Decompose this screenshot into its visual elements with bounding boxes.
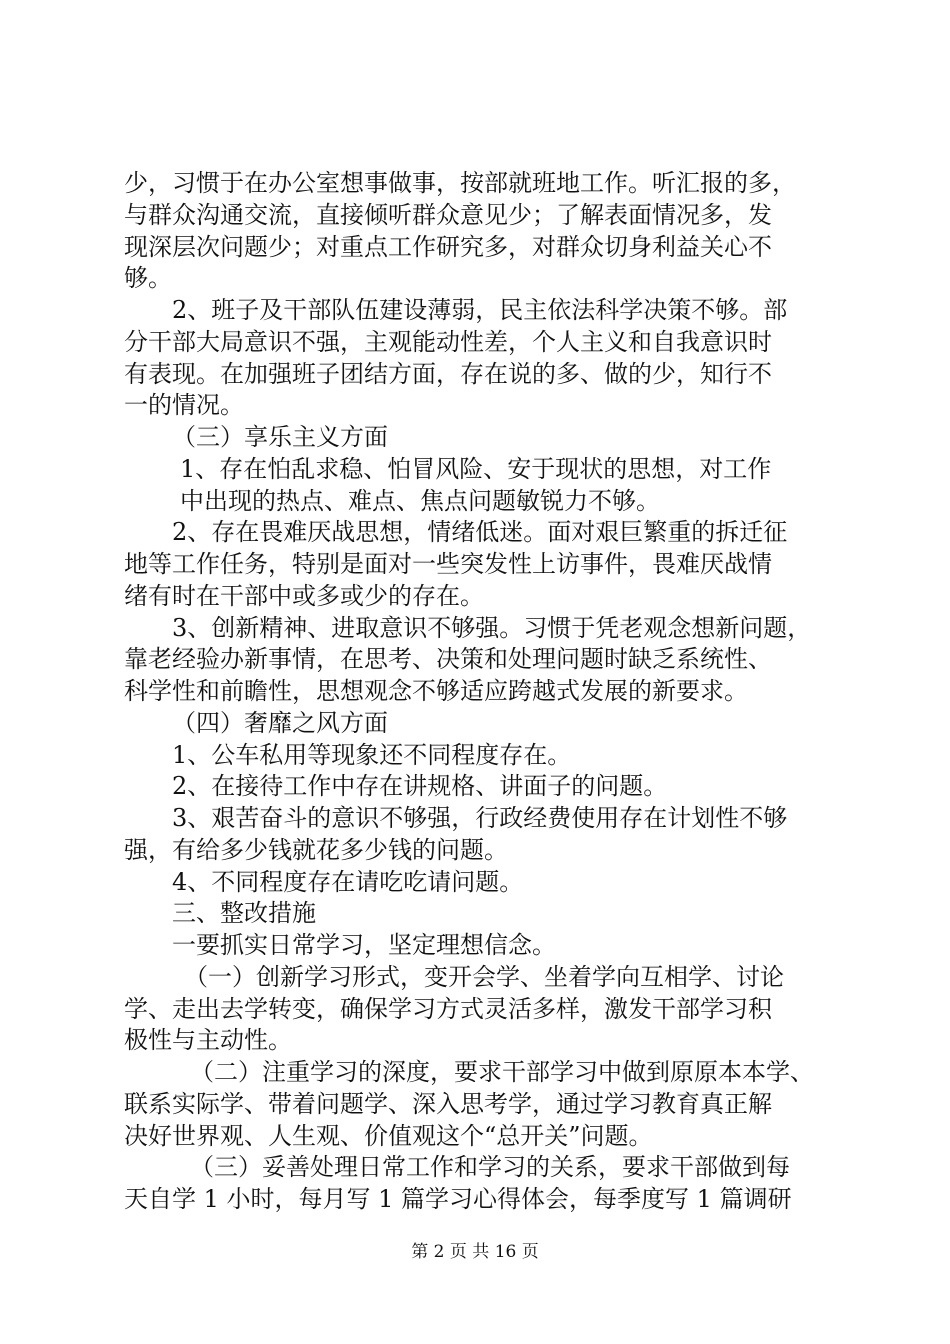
text-line: （三）妥善处理日常工作和学习的关系，要求干部做到每 [190, 1153, 790, 1182]
text-line: 1、存在怕乱求稳、怕冒风险、安于现状的思想，对工作 [180, 454, 772, 483]
text-line: 一要抓实日常学习，坚定理想信念。 [172, 931, 556, 959]
text-line: 靠老经验办新事情，在思考、决策和处理问题时缺乏系统性、 [124, 645, 772, 674]
text-line: 3、艰苦奋斗的意识不够强，行政经费使用存在计划性不够 [172, 804, 788, 832]
text-line: 绪有时在干部中或多或少的存在。 [124, 581, 484, 610]
text-line: 与群众沟通交流，直接倾听群众意见少；了解表面情况多，发 [124, 200, 772, 229]
text-line: 联系实际学、带着问题学、深入思考学，通过学习教育真正解 [124, 1089, 772, 1118]
text-line: 2、班子及干部队伍建设薄弱，民主依法科学决策不够。部 [172, 296, 788, 324]
text-line: （四）奢靡之风方面 [172, 708, 388, 737]
text-line: 中出现的热点、难点、焦点问题敏锐力不够。 [180, 486, 660, 515]
text-line: 极性与主动性。 [124, 1026, 292, 1055]
document-body [124, 168, 836, 1216]
text-line: 三、整改措施 [172, 899, 316, 928]
text-line: 天自学 1 小时，每月写 1 篇学习心得体会，每季度写 1 篇调研 [124, 1185, 792, 1213]
page-footer [0, 1240, 950, 1264]
text-line: （二）注重学习的深度，要求干部学习中做到原原本本学、 [190, 1058, 814, 1086]
text-line: （三）享乐主义方面 [172, 423, 388, 451]
text-line: 2、在接待工作中存在讲规格、讲面子的问题。 [172, 772, 668, 801]
text-line: 现深层次问题少；对重点工作研究多，对群众切身利益关心不 [124, 232, 772, 261]
text-line: 学、走出去学转变，确保学习方式灵活多样，激发干部学习积 [124, 994, 772, 1023]
text-line: 3、创新精神、进取意识不够强。习惯于凭老观念想新问题， [172, 613, 812, 642]
text-line: 够。 [124, 264, 172, 293]
page-number-label: 第 2 页 共 16 页 [411, 1242, 539, 1262]
text-line: 4、不同程度存在请吃吃请问题。 [172, 867, 524, 896]
text-line: 2、存在畏难厌战思想，情绪低迷。面对艰巨繁重的拆迁征 [172, 518, 788, 547]
text-line: 科学性和前瞻性，思想观念不够适应跨越式发展的新要求。 [124, 677, 748, 705]
text-line: 少，习惯于在办公室想事做事，按部就班地工作。听汇报的多， [124, 169, 796, 197]
text-line: 地等工作任务，特别是面对一些突发性上访事件，畏难厌战情 [124, 550, 772, 578]
text-line: 决好世界观、人生观、价值观这个“总开关”问题。 [124, 1121, 653, 1150]
text-line: 强，有给多少钱就花多少钱的问题。 [124, 835, 508, 864]
text-line: 有表现。在加强班子团结方面，存在说的多、做的少，知行不 [124, 359, 772, 388]
text-line: 一的情况。 [124, 391, 244, 420]
text-line: 1、公车私用等现象还不同程度存在。 [172, 740, 572, 769]
text-line: 分干部大局意识不强，主观能动性差，个人主义和自我意识时 [124, 327, 772, 356]
text-line: （一）创新学习形式，变开会学、坐着学向互相学、讨论 [184, 962, 784, 991]
